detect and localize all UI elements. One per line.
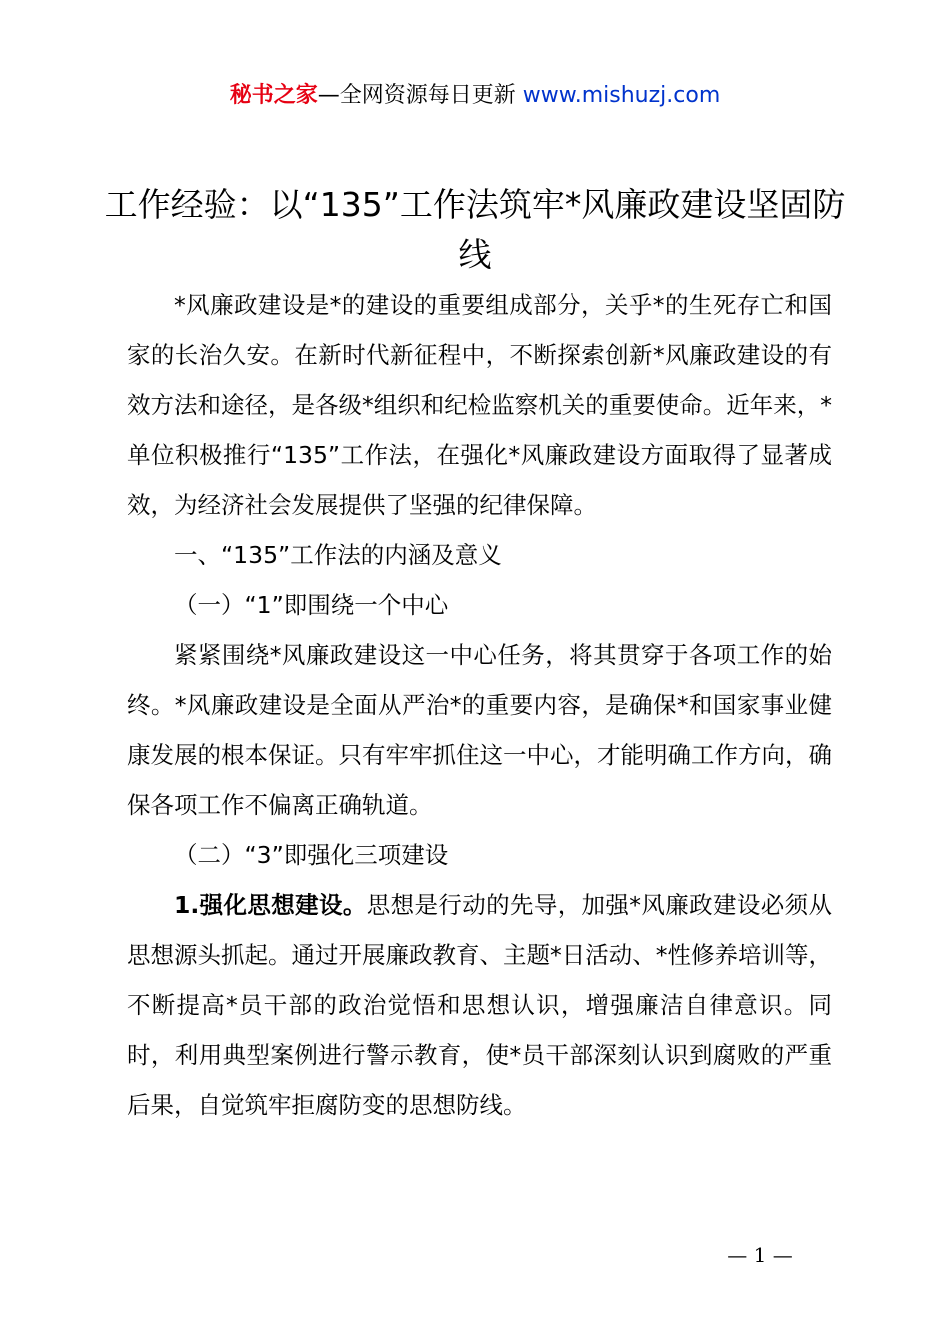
section-heading-1: 一、“135”工作法的内涵及意义 <box>174 541 502 569</box>
subsection-heading-2: （二）“3”即强化三项建设 <box>174 841 449 869</box>
intro-paragraph: *风廉政建设是*的建设的重要组成部分，关乎*的生死存亡和国家的长治久安。在新时代新征程中，不断探索创新*风廉政建设的有效方法和途径，是各级*组织和纪检监察机关的重要使命。近年来，*单位积极推行“135”工作法，在强化*风廉政建设方面取得了显著成效，为经济社会发展提供了坚强的纪律保障。 <box>127 291 832 519</box>
site-url-link[interactable]: www.mishuzj.com <box>522 83 721 108</box>
page-number: — 1 — <box>727 1243 793 1267</box>
center-paragraph: 紧紧围绕*风廉政建设这一中心任务，将其贯穿于各项工作的始终。*风廉政建设是全面从严治*的重要内容，是确保*和国家事业健康发展的根本保证。只有牢牢抓住这一中心，才能明确工作方向，确保各项工作不偏离正确轨道。 <box>127 641 832 819</box>
paragraph-body: 思想是行动的先导，加强*风廉政建设必须从思想源头抓起。通过开展廉政教育、主题*日活动、*性修养培训等，不断提高*员干部的政治觉悟和思想认识，增强廉洁自律意识。同时，利用典型案例进行警示教育，使*员干部深刻认识到腐败的严重后果，自觉筑牢拒腐防变的思想防线。 <box>127 891 832 1119</box>
document-title: 工作经验：以“135”工作法筑牢*风廉政建设坚固防线 <box>104 185 846 274</box>
subsection-heading-1: （一）“1”即围绕一个中心 <box>174 591 449 619</box>
site-header <box>0 80 950 112</box>
thought-building-paragraph <box>127 880 832 1130</box>
paragraph-lead: 1.强化思想建设。 <box>174 891 367 919</box>
document-body <box>127 280 832 1130</box>
site-slogan: —全网资源每日更新 <box>317 83 523 108</box>
site-brand: 秘书之家 <box>229 83 318 108</box>
